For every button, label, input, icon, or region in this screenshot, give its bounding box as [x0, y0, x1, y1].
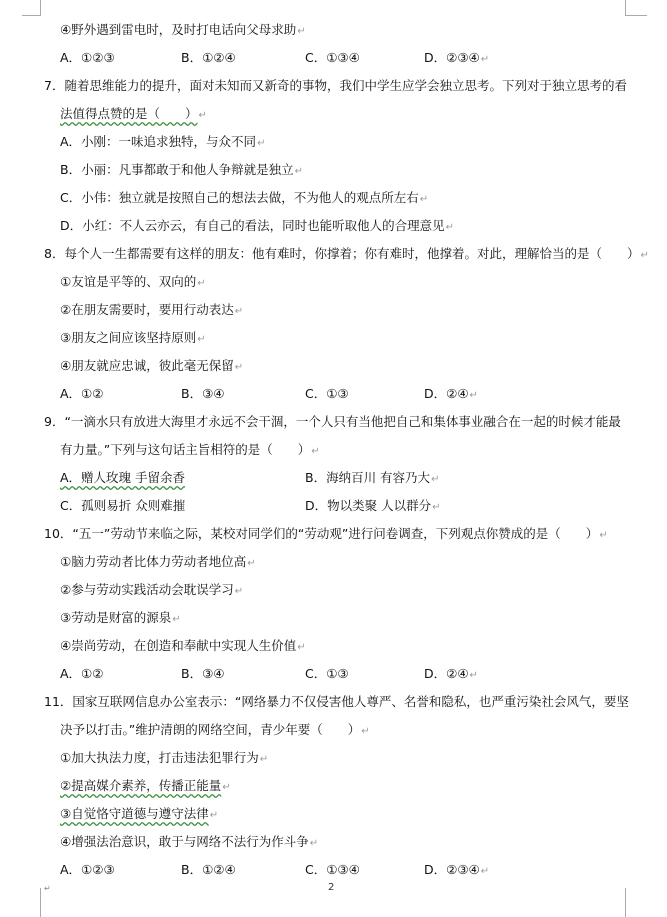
q6-option-d: D．②③④↵: [424, 50, 490, 65]
q11-option-b: B．①②④: [181, 862, 236, 877]
q10-item-4: ④崇尚劳动，在创造和奉献中实现人生价值↵: [60, 638, 306, 653]
q8-item-2: ②在朋友需要时，要用行动表达↵: [60, 302, 244, 317]
q8-option-a: A．①②: [60, 386, 104, 401]
q11-item-2: ②提高媒介素养，传播正能量↵: [60, 778, 231, 793]
q7-stem: 7．随着思维能力的提升，面对未知而又新奇的事物，我们中学生应学会独立思考。下列对于独立思考的看: [44, 78, 627, 93]
q11-option-d: D．②③④↵: [424, 862, 490, 877]
q10-item-2: ②参与劳动实践活动会耽误学习↵: [60, 582, 244, 597]
q10-option-d: D．②④↵: [424, 666, 478, 681]
q8-option-d: D．②④↵: [424, 386, 478, 401]
crop-mark-top-left: [40, 0, 41, 16]
page-number: 2: [328, 882, 335, 893]
q10-option-c: C．①③: [305, 666, 349, 681]
q9-option-c: C．孤则易折 众则难摧: [60, 498, 186, 513]
q11-item-1: ①加大执法力度，打击违法犯罪行为↵: [60, 750, 269, 765]
q9-option-b: B．海纳百川 有容乃大↵: [305, 470, 440, 485]
q7-stem-continued: 法值得点赞的是（ ）↵: [60, 106, 207, 121]
q7-option-c: C．小伟：独立就是按照自己的想法去做，不为他人的观点所左右↵: [60, 190, 429, 205]
q9-stem: 9．“一滴水只有放进大海里才永远不会干涸，一个人只有当他把自己和集体事业融合在一起的时候才能最: [44, 414, 621, 429]
q11-item-4: ④增强法治意识，敢于与网络不法行为作斗争↵: [60, 834, 319, 849]
q6-option-b: B．①②④: [181, 50, 236, 65]
q11-item-3: ③自觉恪守道德与遵守法律↵: [60, 806, 219, 821]
crop-mark-bottom-left: [40, 888, 41, 917]
q8-stem: 8．每个人一生都需要有这样的朋友：他有难时，你撑着；你有难时，他撑着。对此，理解恰当的是（ ）↵: [44, 246, 649, 261]
q8-option-c: C．①③: [305, 386, 349, 401]
q7-option-b: B．小丽：凡事都敢于和他人争辩就是独立↵: [60, 162, 303, 177]
paragraph-mark: ↵: [44, 884, 51, 893]
crop-mark-top-right: [625, 0, 626, 16]
q9-option-d: D．物以类聚 人以群分↵: [305, 498, 441, 513]
q6-option-a: A．①②③: [60, 50, 115, 65]
q9-stem-continued: 有力量。”下列与这句话主旨相符的是（ ）↵: [60, 442, 320, 457]
q10-item-3: ③劳动是财富的源泉↵: [60, 610, 181, 625]
q6-item-4: ④野外遇到雷电时，及时打电话向父母求助↵: [60, 22, 306, 37]
q8-item-1: ①友谊是平等的、双向的↵: [60, 274, 206, 289]
crop-mark-bottom-right: [625, 888, 626, 917]
q11-stem-continued: 决予以打击。”维护清朗的网络空间，青少年要（ ）↵: [60, 722, 370, 737]
crop-mark-top-left: [22, 15, 41, 16]
q7-option-d: D．小红：不人云亦云，有自己的看法，同时也能听取他人的合理意见↵: [60, 218, 455, 233]
q10-item-1: ①脑力劳动者比体力劳动者地位高↵: [60, 554, 256, 569]
q11-option-c: C．①③④: [305, 862, 360, 877]
q8-item-3: ③朋友之间应该坚持原则↵: [60, 330, 206, 345]
q10-option-a: A．①②: [60, 666, 104, 681]
q11-stem: 11．国家互联网信息办公室表示：“网络暴力不仅侵害他人尊严、名誉和隐私，也严重污染社会风气，要坚: [44, 694, 629, 709]
q7-option-a: A．小刚：一味追求独特，与众不同↵: [60, 134, 266, 149]
q8-item-4: ④朋友就应忠诚，彼此毫无保留↵: [60, 358, 244, 373]
q8-option-b: B．③④: [181, 386, 225, 401]
q11-option-a: A．①②③: [60, 862, 115, 877]
q6-option-c: C．①③④: [305, 50, 360, 65]
crop-mark-top-right: [625, 15, 647, 16]
q10-stem: 10．“五一”劳动节来临之际，某校对同学们的“劳动观”进行问卷调查，下列观点你赞成的是（ ）↵: [44, 526, 608, 541]
q10-option-b: B．③④: [181, 666, 225, 681]
q9-option-a: A．赠人玫瑰 手留余香: [60, 470, 186, 485]
